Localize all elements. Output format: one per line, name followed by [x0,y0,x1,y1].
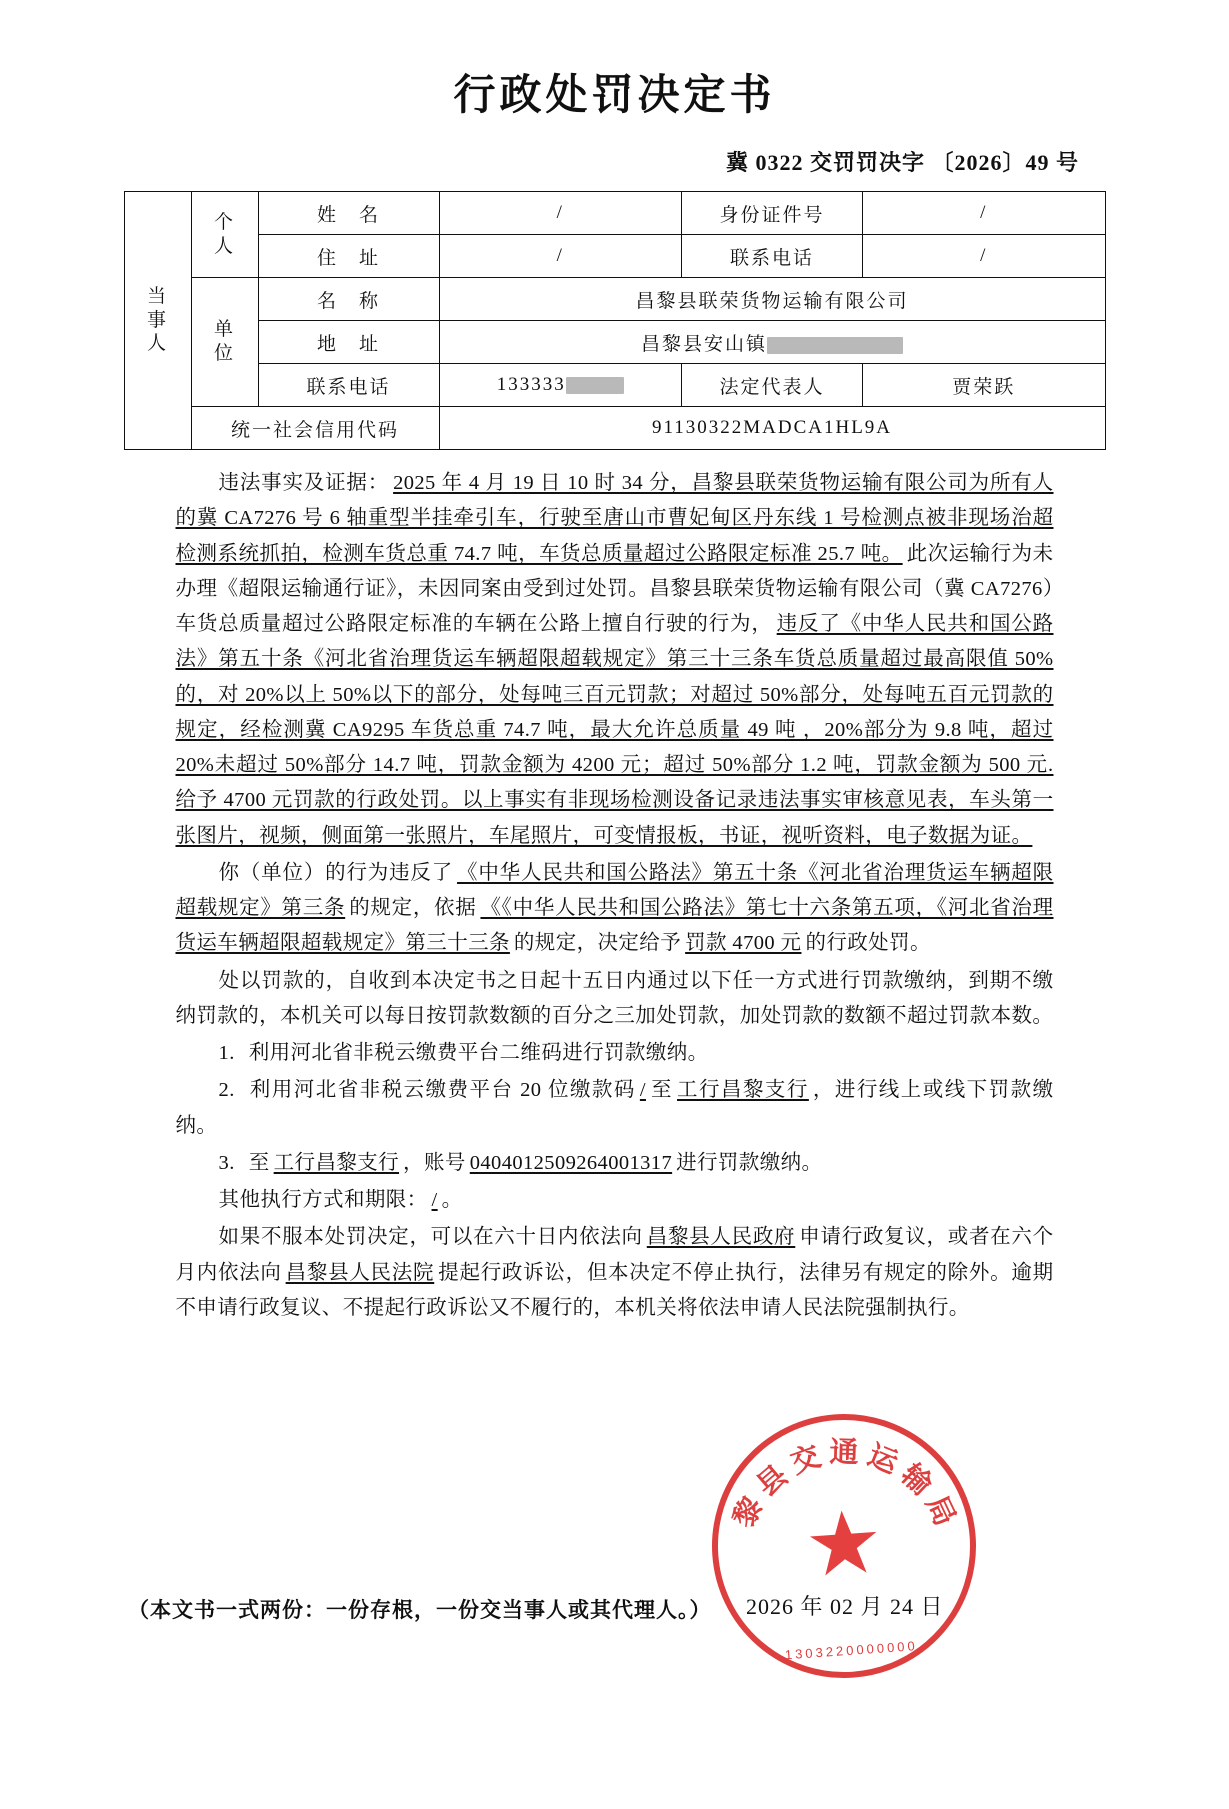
other-execution-row [176,1183,1054,1218]
list-number: 3. [218,1151,235,1174]
legal-rep-label: 法定代表人 [682,364,863,407]
list-slash: / [639,1079,646,1102]
appeal-government: 昌黎县人民政府 [646,1226,796,1249]
bank-name: 工行昌黎支行 [677,1079,809,1102]
violation-mid-2: 的规定，决定给予 [513,932,682,955]
list-text-post: ，进行线上或线下罚款缴纳。 [175,1079,1054,1137]
other-label: 其他执行方式和期限： [218,1189,428,1211]
list-text-mid: ，账号 [403,1151,466,1174]
facts-rest: 此次运输行为未办理《超限运输通行证》，未因同案由受到过处罚。昌黎县联荣货物运输有限公司（冀 CA7276）车货总质量超过公路限定标准的车辆在公路上擅自行驶的行为， [175,542,1054,635]
appeal-lead: 如果不服本处罚决定，可以在六十日内依法向 [218,1226,643,1249]
company-name-value: 昌黎县联荣货物运输有限公司 [439,278,1105,321]
legal-rep-value: 贾荣跃 [863,364,1106,407]
table-row [124,235,1105,278]
list-text: 利用河北省非税云缴费平台二维码进行罚款缴纳。 [248,1042,709,1064]
credit-code-value: 91130322MADCA1HL9A [439,407,1105,450]
personal-label: 个 人 [191,192,258,278]
document-body [176,466,1054,1326]
redaction-bar [767,337,903,354]
star-icon [804,1505,883,1584]
violation-paragraph [176,856,1054,962]
table-row [124,192,1105,235]
table-row [124,407,1105,450]
address-label: 住 址 [258,235,439,278]
list-item [176,1073,1054,1144]
company-address-value: 昌黎县安山镇 [439,321,1105,364]
phone-value: / [863,235,1106,278]
address-value: / [439,235,682,278]
facts-paragraph [176,466,1054,854]
appeal-mid: 申请行政复议，或者在六个月内依法向 [175,1226,1054,1284]
bank-account-number: 0404012509264001317 [469,1151,673,1174]
table-row [124,278,1105,321]
company-phone-label: 联系电话 [258,364,439,407]
bank-name: 工行昌黎支行 [273,1151,400,1174]
appeal-tail: 提起行政诉讼，但本决定不停止执行，法律另有规定的除外。逾期不申请行政复议、不提起行政诉讼又不履行的，本机关将依法申请人民法院强制执行。 [175,1261,1054,1319]
document-number: 冀 0322 交罚罚决字 〔2026〕49 号 [725,150,1079,175]
official-seal [703,1405,985,1687]
facts-label: 违法事实及证据： [218,472,390,494]
violation-law: 《中华人民共和国公路法》第五十条《河北省治理货运车辆超限超载规定》第三条 [175,861,1054,919]
party-info-table [124,191,1106,450]
list-text-pre: 至 [248,1151,270,1174]
page-title: 行政处罚决定书 [453,71,776,118]
table-row [124,364,1105,407]
facts-underlined-2: 违反了《中华人民共和国公路法》第五十条《河北省治理货运车辆超限超载规定》第三十三条车货总质量超过最高限值 50%的，对 20%以上 50%以下的部分，处每吨三百元罚款；对超过 50%部分，处每吨五百元罚款的规定，经检测冀 CA9295 车货总重 74.7 吨，最大允许总质量 49 吨 ，20%部分为 9.8 吨，超过 20%未超过 50%部分 14.7 吨，罚款金额为 4200 元；超过 50%部分 1.2 吨，罚款金额为 500 元.给予 4700 元罚款的行政处罚。以上事实有非现场检测设备记录违法事实审核意见表，车头第一张图片，视频，侧面第一张照片，车尾照片，可变情报板，书证，视听资料，电子数据为证。 [175,613,1054,847]
svg-text:黎县交通运输局: 黎县交通运输局 [728,1436,964,1538]
penalty-amount: 罚款 4700 元 [685,932,802,955]
other-value: / [431,1189,438,1211]
other-tail: 。 [441,1189,463,1211]
violation-basis: 《《中华人民共和国公路法》第七十六条第五项，《河北省治理货运车辆超限超载规定》第三十三条 [175,897,1054,955]
phone-label: 联系电话 [682,235,863,278]
document-page [0,62,1229,1809]
seal-date: 2026 年 02 月 24 日 [746,1594,944,1619]
facts-underlined: 2025 年 4 月 19 日 10 时 34 分，昌黎县联荣货物运输有限公司为所有人的冀 CA7276 号 6 轴重型半挂牵引车，行驶至唐山市曹妃甸区丹东线 1 号检测点被非现场治超检测系统抓拍，检测车货总重 74.7 吨，车货总质量超过公路限定标准 25.7 吨。 [175,472,1054,565]
company-name-label: 名 称 [258,278,439,321]
name-value: / [439,192,682,235]
seal-bottom-text: 1303220000000 [784,1638,919,1663]
party-label: 当 事 人 [124,192,191,450]
list-item [176,1146,1054,1181]
table-row [124,321,1105,364]
id-label: 身份证件号 [682,192,863,235]
company-phone-value: 133333 [439,364,682,407]
id-value: / [863,192,1106,235]
payment-paragraph: 处以罚款的，自收到本决定书之日起十五日内通过以下任一方式进行罚款缴纳，到期不缴纳罚款的，本机关可以每日按罚款数额的百分之三加处罚款，加处罚款的数额不超过罚款本数。 [175,969,1054,1027]
list-number: 1. [218,1042,235,1064]
footer-note: （本文书一式两份：一份存根，一份交当事人或其代理人。） [128,1598,712,1622]
appeal-court: 昌黎县人民法院 [285,1261,435,1284]
list-item [176,1036,1054,1071]
name-label: 姓 名 [258,192,439,235]
redaction-bar [566,377,624,394]
violation-lead: 你（单位）的行为违反了 [218,861,454,884]
list-text-mid: 至 [649,1079,674,1102]
violation-tail: 的行政处罚。 [805,932,931,955]
credit-code-label: 统一社会信用代码 [191,407,439,450]
unit-label: 单 位 [191,278,258,407]
company-address-label: 地 址 [258,321,439,364]
appeal-paragraph [176,1220,1054,1326]
list-text-post: 进行罚款缴纳。 [676,1151,823,1174]
violation-mid: 的规定，依据 [349,897,477,919]
list-text-pre: 利用河北省非税云缴费平台 20 位缴款码 [248,1079,636,1102]
list-number: 2. [218,1079,235,1102]
